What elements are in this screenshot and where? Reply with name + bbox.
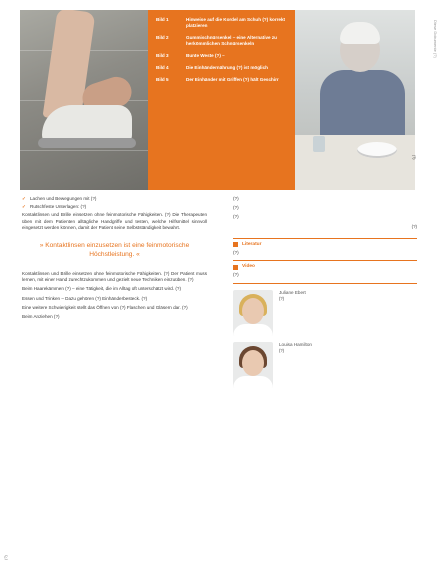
feature-item	[156, 53, 290, 59]
divider	[233, 260, 417, 261]
bullet-text: Rutschfeste Unterlagen: (?)	[30, 204, 87, 210]
author-info	[279, 342, 417, 388]
author-name: Juliane Ebert	[279, 289, 306, 295]
pull-quote: » Kontaktlinsen einzusetzen ist eine feinmotorische Höchstleistung. «	[39, 242, 190, 259]
bullet-text: Lachen und Bewegungen mit (?)	[30, 196, 97, 201]
person-hair-shape	[340, 22, 380, 44]
author-shoulders-shape	[233, 376, 273, 388]
author-photo	[233, 290, 273, 336]
divider	[233, 238, 417, 239]
feature-item	[156, 65, 290, 71]
author-card	[233, 342, 417, 388]
feature-text: Der Einhänder mit Griffen (?) hält Geschirr	[186, 77, 279, 82]
photo-credit: (?)	[412, 155, 416, 160]
feature-tag: Bild 2	[156, 35, 169, 40]
feature-tag: Bild 1	[156, 17, 169, 22]
author-bio: (?)	[279, 348, 285, 354]
check-icon: ✓	[22, 196, 26, 201]
journal-footer-vertical: (?)	[3, 555, 8, 560]
video-icon	[233, 265, 238, 270]
author-photo	[233, 342, 273, 388]
shoe-sole-shape	[38, 138, 136, 148]
author-face-shape	[242, 350, 264, 376]
right-column	[233, 196, 417, 388]
copyright-notice-vertical: Diese Dokumente (?)	[433, 20, 438, 58]
paragraph: Eine weitere Schwierigkeit stellt das Öffnen von (?) Flaschen und Gläsern dar. (?)	[22, 304, 188, 310]
cup-shape	[313, 136, 325, 152]
feature-tag: Bild 3	[156, 53, 169, 58]
plate-shape	[357, 142, 397, 158]
paragraph: (?)	[233, 196, 239, 201]
author-info	[279, 290, 417, 336]
feature-item	[156, 35, 290, 47]
feature-tag: Bild 5	[156, 77, 169, 82]
paragraph: Beim Haarekämmen (?) – eine Tätigkeit, die im Alltag oft unterschätzt wird. (?)	[22, 286, 181, 292]
author-face-shape	[242, 298, 264, 324]
feature-item	[156, 77, 290, 83]
literature-heading-label: Literatur	[242, 241, 262, 247]
author-card	[233, 290, 417, 336]
shoe-lacing-photo	[20, 10, 148, 190]
literature-heading	[233, 242, 417, 248]
feature-text: Hinweise auf die Kordel am Schuh (?) korrekt platzieren	[186, 17, 286, 28]
literature-link[interactable]: (?)	[233, 250, 239, 256]
feature-tag: Bild 4	[156, 65, 169, 70]
book-icon	[233, 242, 238, 247]
feature-text: Die Einhändernährung (?) ist möglich	[186, 65, 268, 70]
feature-box	[148, 10, 295, 190]
paragraph: Kontaktlinsen und Brille einsetzen ohne feinmotorische Fähigkeiten. (?) Der Patient muss lernen, mit einer Hand zurechtzukommen und gezielt neue Techniken einzuüben. (?)	[22, 271, 207, 283]
check-icon: ✓	[22, 204, 26, 210]
video-heading	[233, 264, 417, 270]
left-column	[22, 196, 207, 323]
paragraph: (?)	[233, 214, 239, 220]
feature-item	[156, 17, 290, 29]
author-name: Louisa Hamilton	[279, 341, 312, 347]
feature-text: Gummischnürsenkel – eine Alternative zu herkömmlichen Schnürsenkeln	[186, 35, 277, 46]
video-heading-label: Video	[242, 264, 255, 270]
paragraph: Beim Anziehen (?)	[22, 314, 60, 320]
source-note: (?)	[411, 223, 417, 229]
bullet-item	[22, 196, 207, 202]
author-bio: (?)	[279, 296, 285, 302]
paragraph: Essen und Trinken – Dazu gehören (?) Einhänderbesteck. (?)	[22, 295, 148, 301]
divider	[233, 283, 417, 284]
video-text[interactable]: (?)	[233, 272, 239, 278]
paragraph: (?)	[233, 205, 239, 211]
feature-text: Bunte Weste (?) –	[186, 53, 225, 58]
bullet-item	[22, 204, 207, 210]
dining-aid-photo	[295, 10, 415, 190]
author-shoulders-shape	[233, 324, 273, 336]
person-body-shape	[320, 70, 405, 140]
paragraph: Kontaktlinsen und Brille einsetzen ohne feinmotorische Fähigkeiten. (?) Die Therapeuten üben mit dem Patienten alltägliche Handgriffe und testen, welche Hilfsmittel sinnvoll eingesetzt werden können, damit der Patient seine Selbstständigkeit bewahrt.	[22, 212, 207, 230]
